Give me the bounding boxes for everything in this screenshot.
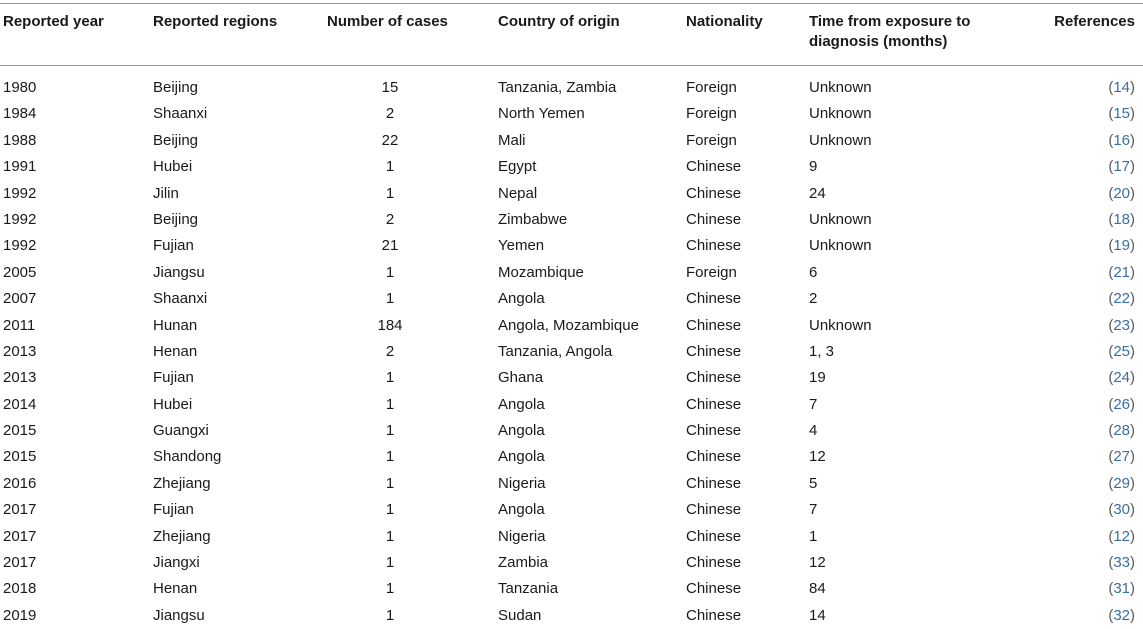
cell-year: 2014 — [3, 395, 37, 413]
cell-origin: Mozambique — [498, 263, 584, 281]
cell-cases: 1 — [385, 263, 395, 281]
cell-year: 2005 — [3, 263, 37, 281]
cell-year: 2015 — [3, 448, 37, 466]
reference-link[interactable]: 29 — [1113, 474, 1130, 492]
cell-year: 1988 — [3, 131, 37, 149]
cell-reference[interactable]: (14) — [1108, 79, 1135, 96]
cell-time: 7 — [809, 501, 818, 519]
cell-region: Hubei — [153, 395, 193, 413]
cell-reference[interactable]: (27) — [1108, 448, 1135, 466]
cell-reference[interactable]: (29) — [1108, 474, 1135, 492]
reference-link[interactable]: 23 — [1113, 316, 1130, 334]
header-number-of-cases: Number of cases — [327, 13, 448, 30]
reference-link[interactable]: 30 — [1113, 501, 1130, 519]
cell-cases: 1 — [385, 606, 395, 624]
cell-cases: 1 — [385, 369, 395, 387]
cell-time: 19 — [809, 369, 826, 387]
cell-reference[interactable]: (31) — [1108, 580, 1135, 598]
cell-reference[interactable]: (33) — [1108, 554, 1135, 572]
cell-region: Hunan — [153, 316, 198, 334]
cell-cases: 2 — [385, 105, 395, 123]
header-time-to-diagnosis: Time from exposure to diagnosis (months) — [809, 13, 971, 50]
cell-year: 2007 — [3, 290, 37, 308]
cell-time: 1, 3 — [809, 342, 835, 360]
cell-reference[interactable]: (19) — [1108, 237, 1135, 255]
table-row — [0, 418, 1143, 444]
cell-origin: Angola, Mozambique — [498, 316, 639, 334]
table-row — [0, 576, 1143, 602]
cell-year: 2016 — [3, 474, 37, 492]
cell-origin: Angola — [498, 290, 545, 308]
cell-time: 7 — [809, 395, 818, 413]
reference-link[interactable]: 19 — [1113, 237, 1130, 255]
cell-time: 9 — [809, 158, 818, 176]
cell-time: 2 — [809, 290, 818, 308]
cell-origin: Mali — [498, 131, 526, 149]
reference-link[interactable]: 33 — [1113, 554, 1130, 572]
cell-time: 84 — [809, 580, 826, 598]
cell-nationality: Chinese — [686, 237, 742, 255]
cell-reference[interactable]: (22) — [1108, 290, 1135, 308]
cell-year: 1984 — [3, 105, 37, 123]
cell-reference[interactable]: (15) — [1108, 105, 1135, 123]
cell-origin: North Yemen — [498, 105, 585, 123]
cell-year: 2017 — [3, 501, 37, 519]
cell-year: 2013 — [3, 369, 37, 387]
cell-reference[interactable]: (28) — [1108, 422, 1135, 440]
cell-reference[interactable]: (17) — [1108, 158, 1135, 176]
cell-cases: 1 — [385, 395, 395, 413]
cell-time: Unknown — [809, 105, 872, 123]
reference-link[interactable]: 27 — [1113, 448, 1130, 466]
cell-cases: 184 — [377, 316, 403, 334]
cell-nationality: Chinese — [686, 606, 742, 624]
cell-region: Jilin — [153, 184, 179, 202]
table-row — [0, 339, 1143, 365]
cell-region: Jiangxi — [153, 554, 200, 572]
cell-region: Fujian — [153, 369, 194, 387]
cell-region: Jiangsu — [153, 606, 205, 624]
cell-nationality: Foreign — [686, 105, 737, 123]
cell-origin: Sudan — [498, 606, 542, 624]
reference-link[interactable]: 28 — [1113, 422, 1130, 440]
cell-region: Beijing — [153, 79, 199, 96]
cell-origin: Nepal — [498, 184, 538, 202]
reference-link[interactable]: 26 — [1113, 395, 1130, 413]
table-row — [0, 365, 1143, 391]
cell-reference[interactable]: (18) — [1108, 210, 1135, 228]
cell-origin: Yemen — [498, 237, 545, 255]
cell-nationality: Chinese — [686, 395, 742, 413]
cell-origin: Angola — [498, 501, 545, 519]
cell-region: Fujian — [153, 501, 194, 519]
cell-region: Hubei — [153, 158, 193, 176]
cell-region: Shandong — [153, 448, 222, 466]
reference-link[interactable]: 20 — [1113, 184, 1130, 202]
cell-year: 2013 — [3, 342, 37, 360]
table-body — [0, 75, 1143, 629]
cell-region: Beijing — [153, 131, 199, 149]
cell-region: Henan — [153, 342, 198, 360]
cell-cases: 22 — [381, 131, 399, 149]
reference-link[interactable]: 15 — [1113, 105, 1130, 123]
cell-origin: Zimbabwe — [498, 210, 568, 228]
cell-region: Zhejiang — [153, 474, 211, 492]
table-row — [0, 313, 1143, 339]
table-row — [0, 392, 1143, 418]
cell-region: Shaanxi — [153, 290, 208, 308]
table-top-rule — [0, 3, 1143, 4]
cell-nationality: Chinese — [686, 290, 742, 308]
cell-year: 1992 — [3, 184, 37, 202]
cell-nationality: Chinese — [686, 316, 742, 334]
cell-time: Unknown — [809, 316, 872, 334]
cell-reference[interactable]: (24) — [1108, 369, 1135, 387]
table-row — [0, 550, 1143, 576]
cell-time: Unknown — [809, 210, 872, 228]
header-reported-year: Reported year — [3, 13, 104, 30]
cell-cases: 1 — [385, 554, 395, 572]
cell-nationality: Foreign — [686, 79, 737, 96]
cell-cases: 2 — [385, 342, 395, 360]
cell-region: Jiangsu — [153, 263, 205, 281]
table-row — [0, 233, 1143, 259]
reference-link[interactable]: 22 — [1113, 290, 1130, 308]
reference-link[interactable]: 32 — [1113, 606, 1130, 624]
cell-year: 1991 — [3, 158, 37, 176]
cell-cases: 1 — [385, 474, 395, 492]
reference-link[interactable]: 14 — [1113, 79, 1130, 96]
cell-year: 1992 — [3, 210, 37, 228]
header-references: References — [1054, 13, 1135, 30]
cell-year: 2018 — [3, 580, 37, 598]
cell-time: 14 — [809, 606, 826, 624]
cell-year: 2011 — [3, 316, 36, 334]
cell-origin: Angola — [498, 448, 545, 466]
cell-year: 2017 — [3, 554, 37, 572]
cell-cases: 1 — [385, 290, 395, 308]
table-row — [0, 497, 1143, 523]
cell-nationality: Chinese — [686, 422, 742, 440]
table-row — [0, 128, 1143, 154]
header-nationality: Nationality — [686, 13, 763, 30]
reference-link[interactable]: 24 — [1113, 369, 1130, 387]
cell-reference[interactable]: (26) — [1108, 395, 1135, 413]
table-row — [0, 154, 1143, 180]
cell-time: 12 — [809, 554, 826, 572]
cell-region: Zhejiang — [153, 527, 211, 545]
cell-cases: 1 — [385, 501, 395, 519]
cell-reference[interactable]: (20) — [1108, 184, 1135, 202]
cell-time: 4 — [809, 422, 818, 440]
table-row — [0, 260, 1143, 286]
cell-time: 1 — [809, 527, 818, 545]
cell-nationality: Chinese — [686, 474, 742, 492]
cell-reference[interactable]: (25) — [1108, 342, 1135, 360]
cell-nationality: Chinese — [686, 184, 742, 202]
table-row — [0, 207, 1143, 233]
cell-reference[interactable]: (23) — [1108, 316, 1135, 334]
cell-nationality: Chinese — [686, 580, 742, 598]
cell-cases: 1 — [385, 448, 395, 466]
table-row — [0, 101, 1143, 127]
cell-reference[interactable]: (21) — [1108, 263, 1135, 281]
cell-nationality: Chinese — [686, 210, 742, 228]
cell-time: 24 — [809, 184, 826, 202]
cell-origin: Ghana — [498, 369, 544, 387]
cell-region: Shaanxi — [153, 105, 208, 123]
table-row — [0, 524, 1143, 550]
cell-origin: Tanzania, Zambia — [498, 79, 617, 96]
reference-link[interactable]: 16 — [1113, 131, 1130, 149]
cell-reference[interactable]: (12) — [1108, 527, 1135, 545]
cell-origin: Tanzania, Angola — [498, 342, 613, 360]
cell-time: 6 — [809, 263, 818, 281]
table-row — [0, 181, 1143, 207]
cell-time: 5 — [809, 474, 818, 492]
header-reported-regions: Reported regions — [153, 13, 278, 30]
cell-time: 12 — [809, 448, 826, 466]
cell-cases: 1 — [385, 184, 395, 202]
cell-cases: 1 — [385, 580, 395, 598]
cell-cases: 1 — [385, 422, 395, 440]
cell-reference[interactable]: (30) — [1108, 501, 1135, 519]
cell-year: 1992 — [3, 237, 37, 255]
table-row — [0, 286, 1143, 312]
cell-cases: 15 — [381, 79, 399, 96]
reference-link[interactable]: 25 — [1113, 342, 1130, 360]
cell-nationality: Foreign — [686, 131, 737, 149]
reference-link[interactable]: 17 — [1113, 158, 1130, 176]
cell-time: Unknown — [809, 131, 872, 149]
table-row — [0, 603, 1143, 629]
cell-year: 2017 — [3, 527, 37, 545]
cell-origin: Nigeria — [498, 527, 546, 545]
cell-region: Fujian — [153, 237, 194, 255]
cell-origin: Angola — [498, 395, 545, 413]
cell-reference[interactable]: (16) — [1108, 131, 1135, 149]
header-country-of-origin: Country of origin — [498, 13, 620, 30]
cell-origin: Zambia — [498, 554, 549, 572]
cell-year: 2015 — [3, 422, 37, 440]
cell-year: 1980 — [3, 79, 37, 96]
cell-origin: Tanzania — [498, 580, 559, 598]
cell-time: Unknown — [809, 237, 872, 255]
table-header-rule — [0, 65, 1143, 66]
table-row — [0, 75, 1143, 101]
cell-nationality: Chinese — [686, 527, 742, 545]
cell-cases: 1 — [385, 158, 395, 176]
cell-nationality: Chinese — [686, 448, 742, 466]
cell-reference[interactable]: (32) — [1108, 606, 1135, 624]
reference-link[interactable]: 12 — [1113, 527, 1130, 545]
cell-nationality: Chinese — [686, 158, 742, 176]
reference-link[interactable]: 21 — [1113, 263, 1130, 281]
cell-region: Beijing — [153, 210, 199, 228]
table-row — [0, 444, 1143, 470]
table-row — [0, 471, 1143, 497]
cell-cases: 1 — [385, 527, 395, 545]
cell-cases: 2 — [385, 210, 395, 228]
cell-nationality: Chinese — [686, 554, 742, 572]
cell-nationality: Chinese — [686, 501, 742, 519]
reference-link[interactable]: 31 — [1113, 580, 1130, 598]
cell-nationality: Foreign — [686, 263, 737, 281]
cell-cases: 21 — [381, 237, 399, 255]
cell-origin: Nigeria — [498, 474, 546, 492]
cell-region: Henan — [153, 580, 198, 598]
cell-origin: Angola — [498, 422, 545, 440]
cell-time: Unknown — [809, 79, 872, 96]
cell-region: Guangxi — [153, 422, 209, 440]
cell-nationality: Chinese — [686, 369, 742, 387]
cell-origin: Egypt — [498, 158, 537, 176]
cell-year: 2019 — [3, 606, 37, 624]
cell-nationality: Chinese — [686, 342, 742, 360]
reference-link[interactable]: 18 — [1113, 210, 1130, 228]
